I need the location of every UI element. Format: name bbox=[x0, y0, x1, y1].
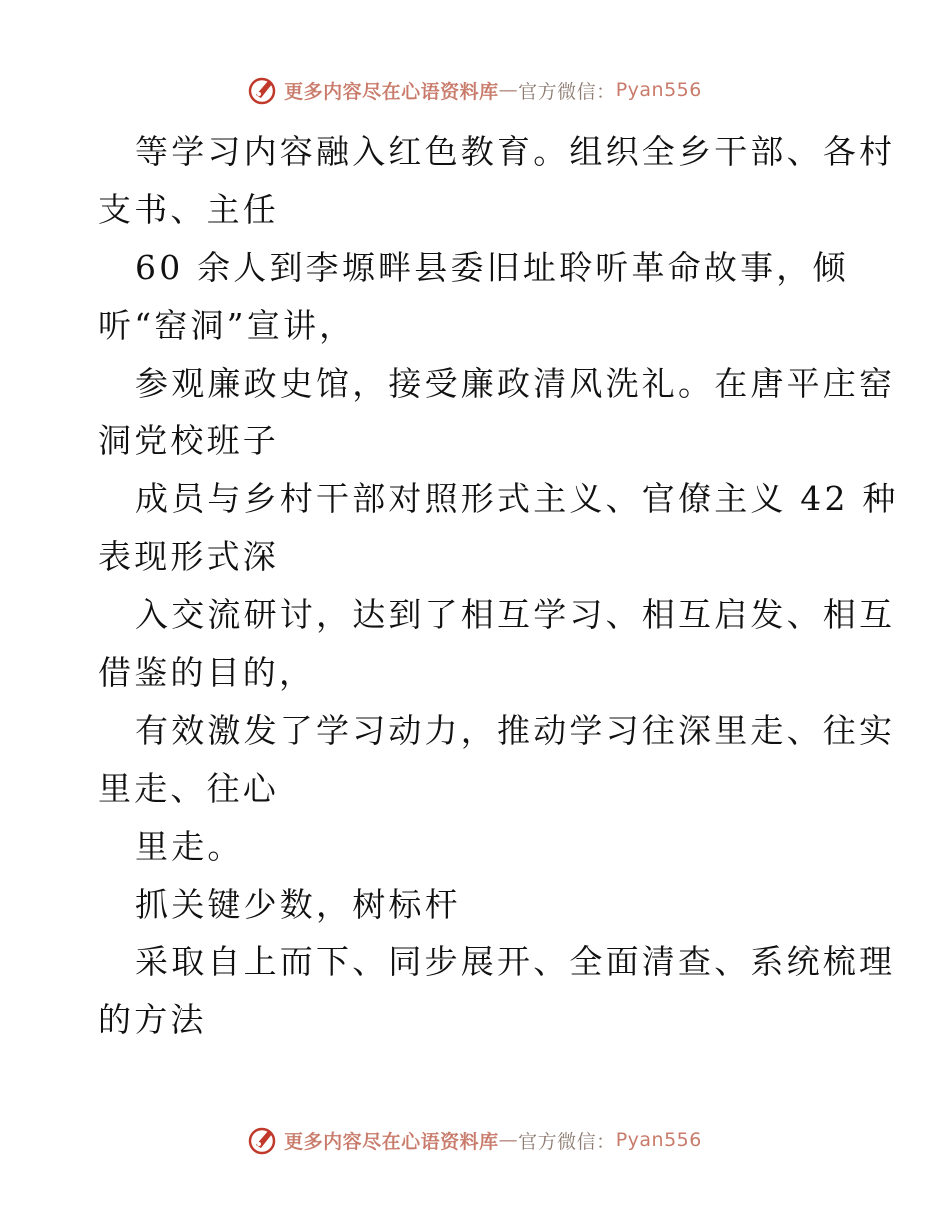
banner-wechat-id: Pyan556 bbox=[615, 79, 702, 101]
body-line: 借鉴的目的， bbox=[98, 653, 316, 693]
body-line: 听“窑洞”宣讲， bbox=[98, 305, 356, 345]
banner-dash: — bbox=[498, 79, 519, 101]
banner-dash: — bbox=[498, 1129, 519, 1151]
banner-lead-text: 更多内容尽在心语资料库 bbox=[284, 80, 499, 103]
banner-wechat-label: 官方微信： bbox=[518, 1130, 616, 1153]
body-line: 支书、主任 bbox=[98, 189, 279, 229]
body-line: 有效激发了学习动力，推动学习往深里走、往实 bbox=[135, 710, 896, 750]
body-line: 等学习内容融入红色教育。组织全乡干部、各村 bbox=[135, 132, 896, 171]
footer-banner bbox=[0, 1120, 950, 1160]
banner-lead-text: 更多内容尽在心语资料库 bbox=[284, 1130, 499, 1153]
body-line: 的方法 bbox=[98, 1000, 207, 1040]
pen-nib-logo-icon bbox=[248, 1125, 278, 1155]
banner-wechat-id: Pyan556 bbox=[615, 1129, 702, 1151]
body-line: 里走、往心 bbox=[98, 768, 279, 808]
banner-wechat-label: 官方微信： bbox=[518, 80, 616, 103]
section-heading: 抓关键少数，树标杆 bbox=[135, 884, 461, 924]
body-line: 60 余人到李塬畔县委旧址聆听革命故事，倾 bbox=[135, 247, 849, 287]
body-line: 成员与乡村干部对照形式主义、官僚主义 42 种 bbox=[135, 479, 899, 519]
body-line: 入交流研讨，达到了相互学习、相互启发、相互 bbox=[135, 595, 896, 635]
body-line: 洞党校班子 bbox=[98, 421, 279, 461]
document-body bbox=[98, 123, 899, 1049]
body-line: 采取自上而下、同步展开、全面清查、系统梳理 bbox=[135, 942, 896, 982]
body-line: 参观廉政史馆，接受廉政清风洗礼。在唐平庄窑 bbox=[135, 363, 896, 403]
body-line: 表现形式深 bbox=[98, 537, 279, 577]
header-banner bbox=[0, 70, 950, 110]
pen-nib-logo-icon bbox=[248, 75, 278, 105]
body-line: 里走。 bbox=[135, 826, 244, 866]
